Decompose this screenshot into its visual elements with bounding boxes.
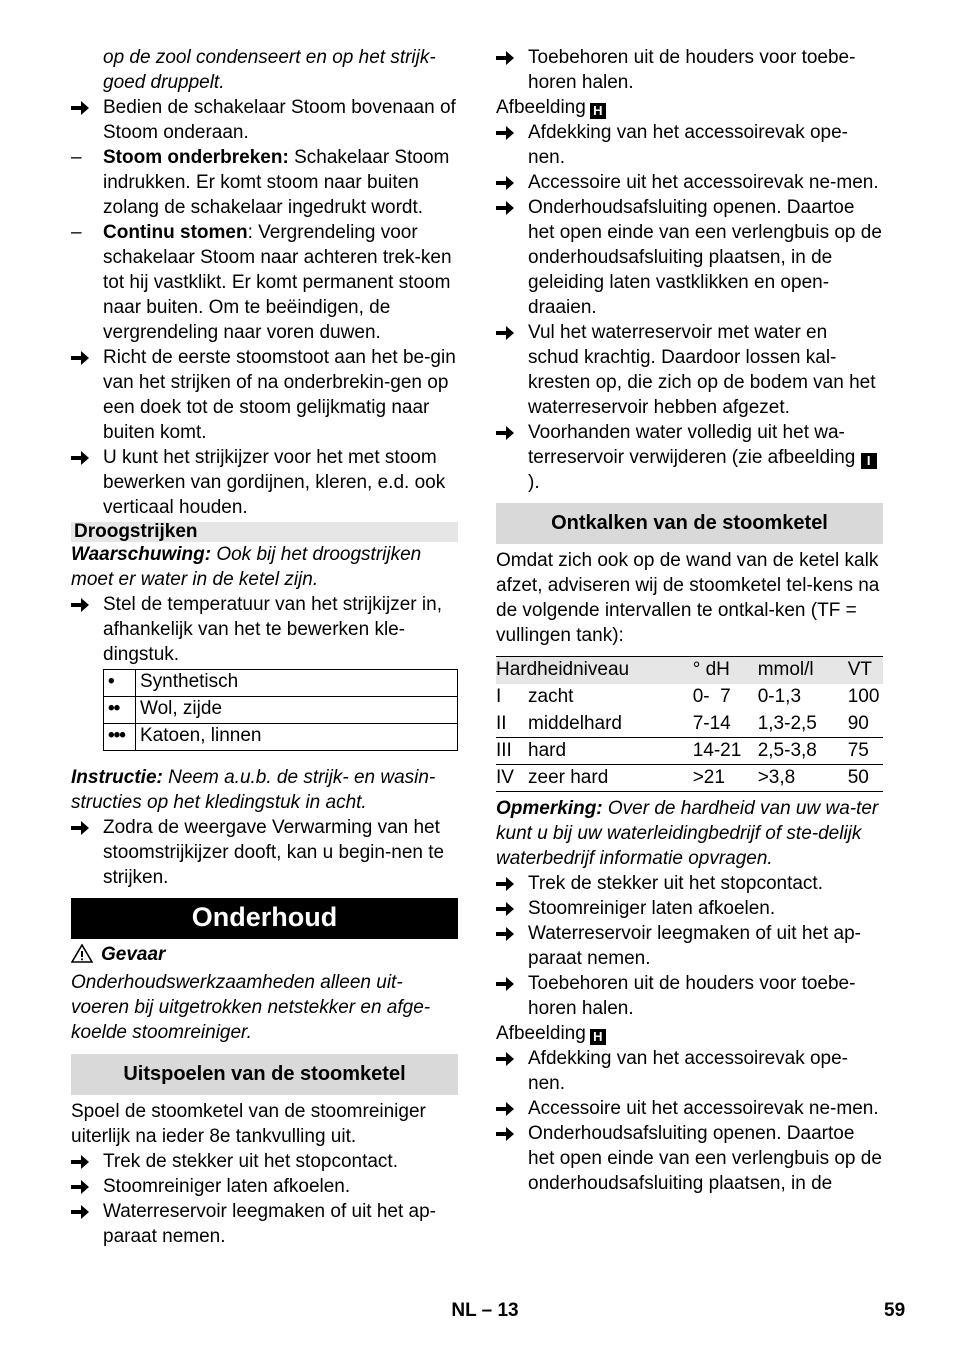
step-item: Accessoire uit het accessoirevak ne-men.: [496, 170, 883, 195]
table-row: III hard 14-21 2,5-3,8 75: [496, 740, 869, 761]
arrow-icon: [71, 592, 95, 613]
ontkalken-intro: Omdat zich ook op de wand van de ketel kalk afzet, adviseren wij de stoomketel tel-kens na de volgende intervallen te ontkal-ken (TF = vullingen tank):: [496, 550, 880, 646]
arrow-icon: [496, 45, 520, 66]
arrow-icon: [71, 95, 95, 116]
step-item: Toebehoren uit de houders voor toebe-horen halen.: [496, 45, 883, 95]
step-item: Waterreservoir leegmaken of uit het ap-paraat nemen.: [496, 921, 883, 971]
droogstrijken-heading: Droogstrijken: [71, 522, 458, 542]
afbeelding-ref: Afbeelding H: [496, 95, 883, 120]
warning-icon: [71, 944, 93, 970]
step-item: Vul het waterreservoir met water en schud krachtig. Daardoor lossen kal-kresten op, die zich op de bodem van het waterreservoir hebben afgezet.: [496, 320, 883, 420]
dash-item: – Continu stomen: Vergrendeling voor schakelaar Stoom naar achteren trek-ken tot hij vastklikt. Er komt permanent stoom naar buiten. Om te beëindigen, de vergrendeling naar voren duwen.: [71, 222, 452, 343]
arrow-icon: [496, 170, 520, 191]
table-row: ••• Katoen, linnen: [104, 724, 458, 751]
arrow-icon: [496, 320, 520, 341]
step-item: Stel de temperatuur van het strijkijzer in, afhankelijk van het te bewerken kle-dingstuk.: [71, 592, 458, 667]
intro-italic: op de zool condenseert en op het strijk-goed druppelt.: [103, 47, 436, 93]
arrow-icon: [496, 871, 520, 892]
figure-h-badge: H: [590, 103, 606, 119]
arrow-icon: [496, 1121, 520, 1142]
uitspoelen-intro: Spoel de stoomketel van de stoomreiniger uiterlijk na ieder 8e tankvulling uit.: [71, 1101, 426, 1147]
table-row: IV zeer hard >21 >3,8 50: [496, 765, 883, 792]
step-item: U kunt het strijkijzer voor het met stoom bewerken van gordijnen, kleren, e.d. ook verticaal houden.: [71, 445, 458, 520]
arrow-icon: [496, 1096, 520, 1117]
uitspoelen-heading: Uitspoelen van de stoomketel: [71, 1054, 458, 1095]
afbeelding-ref: Afbeelding H: [496, 1021, 883, 1046]
page-number: 59: [884, 1300, 906, 1321]
arrow-icon: [71, 445, 95, 466]
arrow-icon: [71, 1149, 95, 1170]
footer-section-label: NL – 13: [451, 1300, 519, 1321]
table-header-row: Hardheidniveau ° dH mmol/l VT: [496, 657, 883, 684]
step-item: Onderhoudsafsluiting openen. Daartoe het open einde van een verlengbuis op de onderhoudsafsluiting plaatsen, in de geleiding laten vastklikken en open-draaien.: [496, 195, 883, 320]
table-row: • Synthetisch: [104, 670, 458, 697]
arrow-icon: [496, 1046, 520, 1067]
step-item: Afdekking van het accessoirevak ope-nen.: [496, 1046, 883, 1096]
onderhoud-heading: Onderhoud: [71, 898, 458, 939]
gevaar-label: Gevaar: [71, 942, 458, 970]
hardness-table: [496, 656, 883, 792]
step-item: Accessoire uit het accessoirevak ne-men.: [496, 1096, 883, 1121]
step-item: Zodra de weergave Verwarming van het stoomstrijkijzer dooft, kan u begin-nen te strijken.: [71, 815, 458, 890]
step-item: Richt de eerste stoomstoot aan het be-gin van het strijken of na onderbrekin-gen op een doek tot de stoom gelijkmatig naar buiten komt.: [71, 345, 458, 445]
arrow-icon: [496, 120, 520, 141]
step-item: Waterreservoir leegmaken of uit het ap-paraat nemen.: [71, 1199, 458, 1249]
step-item: Trek de stekker uit het stopcontact.: [71, 1149, 458, 1174]
step-item: Bedien de schakelaar Stoom bovenaan of Stoom onderaan.: [71, 95, 458, 145]
figure-i-badge: I: [861, 453, 877, 469]
arrow-icon: [71, 345, 95, 366]
step-item: Afdekking van het accessoirevak ope-nen.: [496, 120, 883, 170]
table-row: •• Wol, zijde: [104, 697, 458, 724]
arrow-icon: [71, 1199, 95, 1220]
step-item: Stoomreiniger laten afkoelen.: [71, 1174, 458, 1199]
arrow-icon: [496, 195, 520, 216]
left-column: [71, 45, 458, 1249]
ontkalken-heading: Ontkalken van de stoomketel: [496, 503, 883, 544]
arrow-icon: [496, 420, 520, 441]
arrow-icon: [71, 1174, 95, 1195]
gevaar-text: Onderhoudswerkzaamheden alleen uit-voeren bij uitgetrokken netstekker en afge-koelde stoomreiniger.: [71, 972, 431, 1043]
dash-item: – Stoom onderbreken: Schakelaar Stoom indrukken. Er komt stoom naar buiten zolang de schakelaar ingedrukt wordt.: [71, 147, 450, 218]
opmerking-note: Opmerking: Over de hardheid van uw wa-ter kunt u bij uw waterleidingbedrijf of ste-delijk waterbedrijf informatie opvragen.: [496, 798, 879, 869]
droog-warning: Waarschuwing: Ook bij het droogstrijken moet er water in de ketel zijn.: [71, 544, 422, 590]
instruction-note: Instructie: Neem a.u.b. de strijk- en wasin-structies op het kledingstuk in acht.: [71, 767, 436, 813]
table-row: I zacht 0- 7 0-1,3 100: [496, 685, 880, 707]
arrow-icon: [71, 815, 95, 836]
temperature-table: [103, 669, 458, 751]
dash-marker: –: [71, 147, 82, 168]
arrow-icon: [496, 921, 520, 942]
step-item: Voorhanden water volledig uit het wa-terreservoir verwijderen (zie afbeelding I).: [496, 420, 883, 495]
dash-marker: –: [71, 222, 82, 243]
table-row: II middelhard 7-14 1,3-2,5 90: [496, 711, 883, 738]
step-item: Stoomreiniger laten afkoelen.: [496, 896, 883, 921]
step-item: Onderhoudsafsluiting openen. Daartoe het open einde van een verlengbuis op de onderhoudsafsluiting plaatsen, in de: [496, 1121, 883, 1196]
arrow-icon: [496, 896, 520, 917]
right-column: [496, 45, 883, 1196]
figure-h-badge: H: [590, 1029, 606, 1045]
step-item: Trek de stekker uit het stopcontact.: [496, 871, 883, 896]
step-item: Toebehoren uit de houders voor toebe-horen halen.: [496, 971, 883, 1021]
arrow-icon: [496, 971, 520, 992]
